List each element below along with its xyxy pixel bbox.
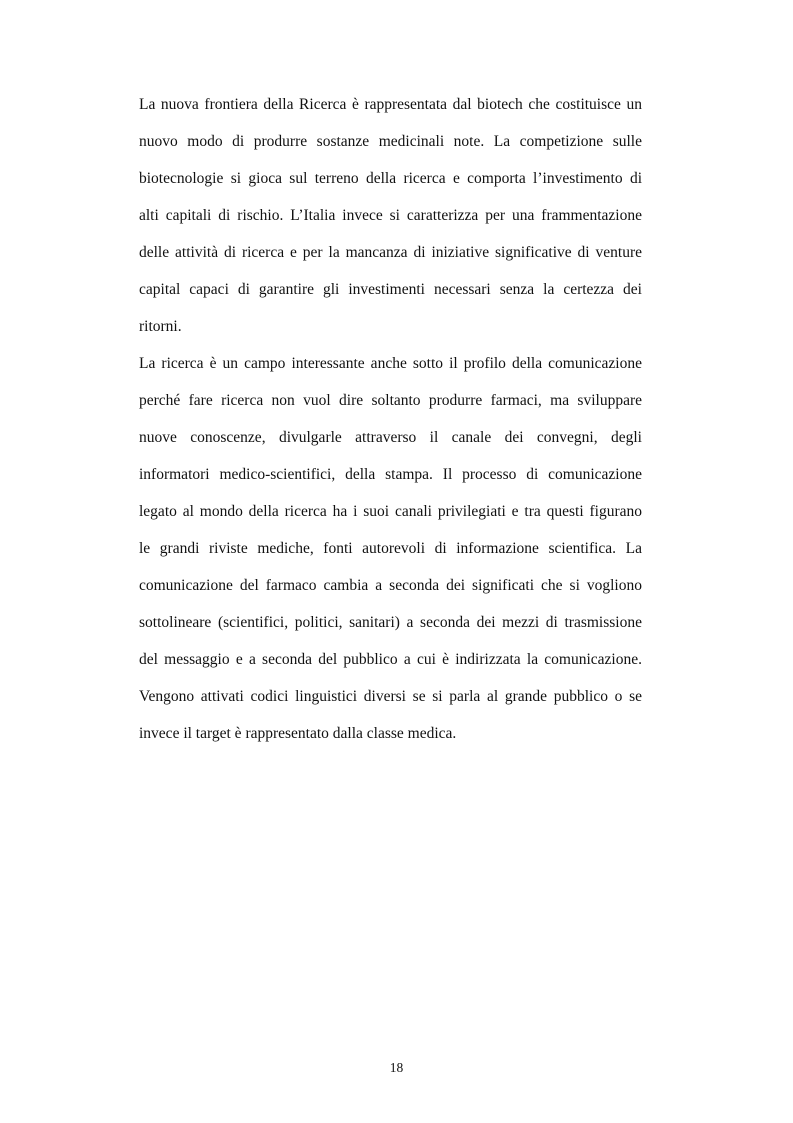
text-line: sottolineare (scientifici, politici, sanitari) a seconda dei mezzi di trasmissione [139, 614, 642, 631]
body-text [139, 92, 642, 758]
text-line: le grandi riviste mediche, fonti autorevoli di informazione scientifica. La [139, 540, 642, 557]
page-number: 18 [389, 1060, 404, 1075]
text-line: nuovo modo di produrre sostanze medicinali note. La competizione sulle [139, 133, 642, 150]
text-line: Vengono attivati codici linguistici diversi se si parla al grande pubblico o se [139, 688, 642, 705]
text-line: biotecnologie si gioca sul terreno della ricerca e comporta l’investimento di [139, 170, 642, 187]
text-line: perché fare ricerca non vuol dire soltanto produrre farmaci, ma sviluppare [139, 392, 642, 409]
text-line: delle attività di ricerca e per la mancanza di iniziative significative di venture [139, 244, 642, 261]
text-line: La nuova frontiera della Ricerca è rappresentata dal biotech che costituisce un [139, 96, 642, 113]
text-line: nuove conoscenze, divulgarle attraverso il canale dei convegni, degli [139, 429, 642, 446]
text-line: alti capitali di rischio. L’Italia invece si caratterizza per una frammentazione [139, 207, 642, 224]
text-line: La ricerca è un campo interessante anche sotto il profilo della comunicazione [139, 355, 642, 372]
text-line: comunicazione del farmaco cambia a seconda dei significati che si vogliono [139, 577, 642, 594]
text-line: legato al mondo della ricerca ha i suoi canali privilegiati e tra questi figurano [139, 503, 642, 520]
text-line: invece il target è rappresentato dalla classe medica. [139, 725, 457, 742]
text-line: ritorni. [139, 318, 182, 335]
text-line: informatori medico-scientifici, della stampa. Il processo di comunicazione [139, 466, 642, 483]
paragraph-biotech [139, 92, 642, 351]
paragraph-communication [139, 351, 642, 758]
text-line: del messaggio e a seconda del pubblico a cui è indirizzata la comunicazione. [139, 651, 642, 668]
text-line: capital capaci di garantire gli investimenti necessari senza la certezza dei [139, 281, 642, 298]
